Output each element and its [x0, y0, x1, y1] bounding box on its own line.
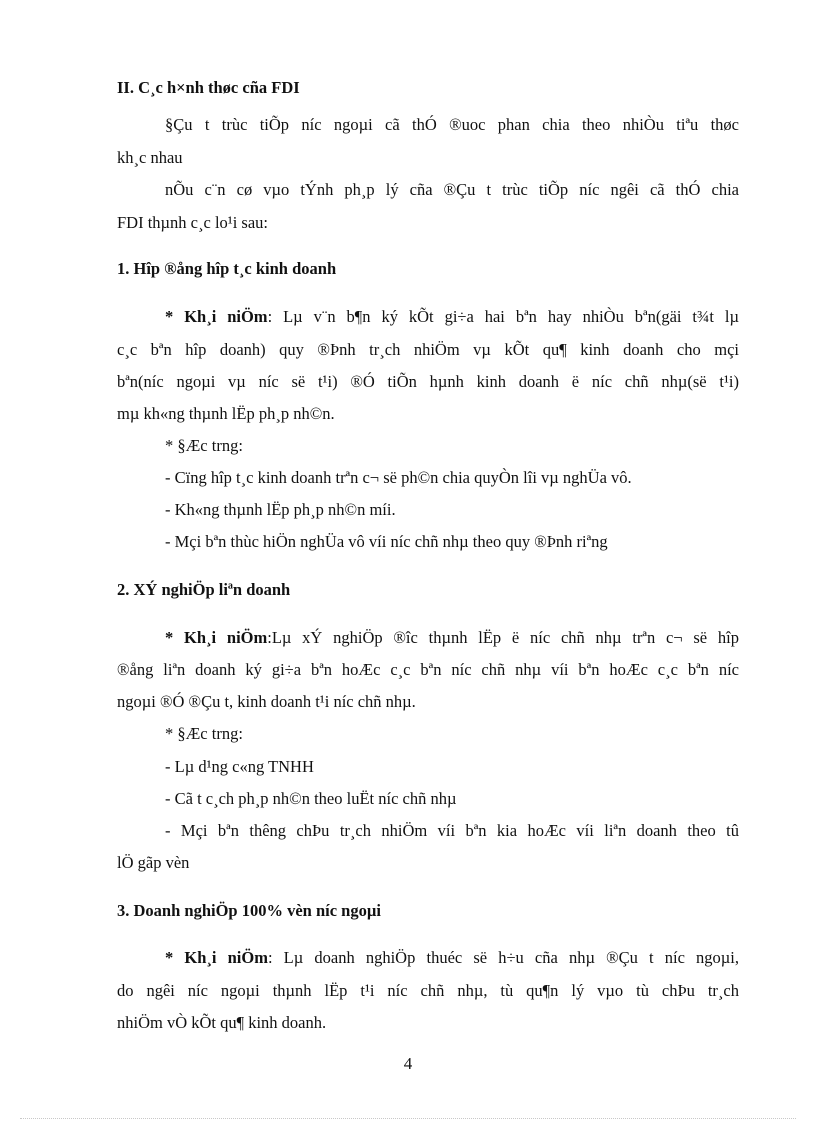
s1-feature-3: - Mçi bªn thùc hiÖn nghÜa vô víi níc chñ nhµ theo quy ®Þnh riªng	[165, 532, 608, 551]
section-title: II. C¸c h×nh thøc cña FDI	[117, 78, 300, 97]
s1-concept-line-1	[165, 307, 739, 327]
s2-feature-3-line-1: - Mçi bªn thêng chÞu tr¸ch nhiÖm víi bªn kia hoÆc víi liªn doanh theo tû	[165, 821, 739, 840]
s1-concept-line-2: c¸c bªn hîp doanh) quy ®Þnh tr¸ch nhiÖm vµ kÕt qu¶ kinh doanh cho mçi	[117, 340, 739, 359]
s2-concept-text: :Lµ xÝ nghiÖp ®îc thµnh lËp ë níc chñ nhµ trªn c¬ së hîp	[267, 628, 739, 647]
s2-features-label: * §Æc trng:	[165, 724, 243, 743]
s1-concept-line-4: mµ kh«ng thµnh lËp ph¸p nh©n.	[117, 404, 335, 423]
s1-features-label: * §Æc trng:	[165, 436, 243, 455]
s3-concept-label: * Kh¸i niÖm	[165, 948, 268, 967]
intro-line-1: §Çu t trùc tiÕp níc ngoµi cã thÓ ®uoc phan chia theo nhiÒu tiªu thøc	[165, 115, 739, 134]
heading-2: 2. XÝ nghiÖp liªn doanh	[117, 580, 291, 599]
s1-concept-line-3: bªn(níc ngoµi vµ níc së t¹i) ®Ó tiÕn hµnh kinh doanh ë níc chñ nhµ(së t¹i)	[117, 372, 739, 391]
s3-concept-line-2: do ngêi níc ngoµi thµnh lËp t¹i níc chñ nhµ, tù qu¶n lý vµo tù chÞu tr¸ch	[117, 981, 739, 1000]
s1-concept-text: : Lµ v¨n b¶n ký kÕt gi÷a hai bªn hay nhiÒu bªn(gäi t¾t lµ	[267, 307, 739, 326]
s2-concept-line-3: ngoµi ®Ó ®Çu t, kinh doanh t¹i níc chñ nhµ.	[117, 692, 416, 711]
s2-concept-line-2: ®ång liªn doanh ký gi÷a bªn hoÆc c¸c bªn níc chñ nhµ víi bªn hoÆc c¸c bªn níc	[117, 660, 739, 679]
heading-1: 1. Hîp ®ång hîp t¸c kinh doanh	[117, 259, 337, 278]
footer-divider	[20, 1118, 796, 1119]
page-number: 4	[403, 1054, 413, 1073]
s2-feature-2: - Cã t c¸ch ph¸p nh©n theo luËt níc chñ nhµ	[165, 789, 457, 808]
s2-feature-1: - Lµ d¹ng c«ng TNHH	[165, 757, 314, 776]
s1-feature-1: - Cïng hîp t¸c kinh doanh trªn c¬ së ph©n chia quyÒn lîi vµ nghÜa vô.	[165, 468, 632, 487]
s3-concept-line-3: nhiÖm vÒ kÕt qu¶ kinh doanh.	[117, 1013, 327, 1032]
s3-concept-text: : Lµ doanh nghiÖp thuéc së h÷u cña nhµ ®Çu t níc ngoµi,	[267, 948, 739, 967]
s2-concept-line-1	[165, 628, 739, 648]
intro-line-4: FDI thµnh c¸c lo¹i sau:	[117, 213, 269, 232]
s3-concept-line-1	[165, 948, 739, 968]
intro-line-3: nÕu c¨n cø vµo tÝnh ph¸p lý cña ®Çu t trùc tiÕp níc ngêi cã thÓ chia	[165, 180, 739, 199]
s2-concept-label: * Kh¸i niÖm	[165, 628, 268, 647]
intro-line-2: kh¸c nhau	[117, 148, 183, 167]
s1-feature-2: - Kh«ng thµnh lËp ph¸p nh©n míi.	[165, 500, 396, 519]
s2-feature-3-line-2: lÖ gãp vèn	[117, 853, 190, 872]
s1-concept-label: * Kh¸i niÖm	[165, 307, 268, 326]
heading-3: 3. Doanh nghiÖp 100% vèn níc ngoµi	[117, 901, 381, 920]
